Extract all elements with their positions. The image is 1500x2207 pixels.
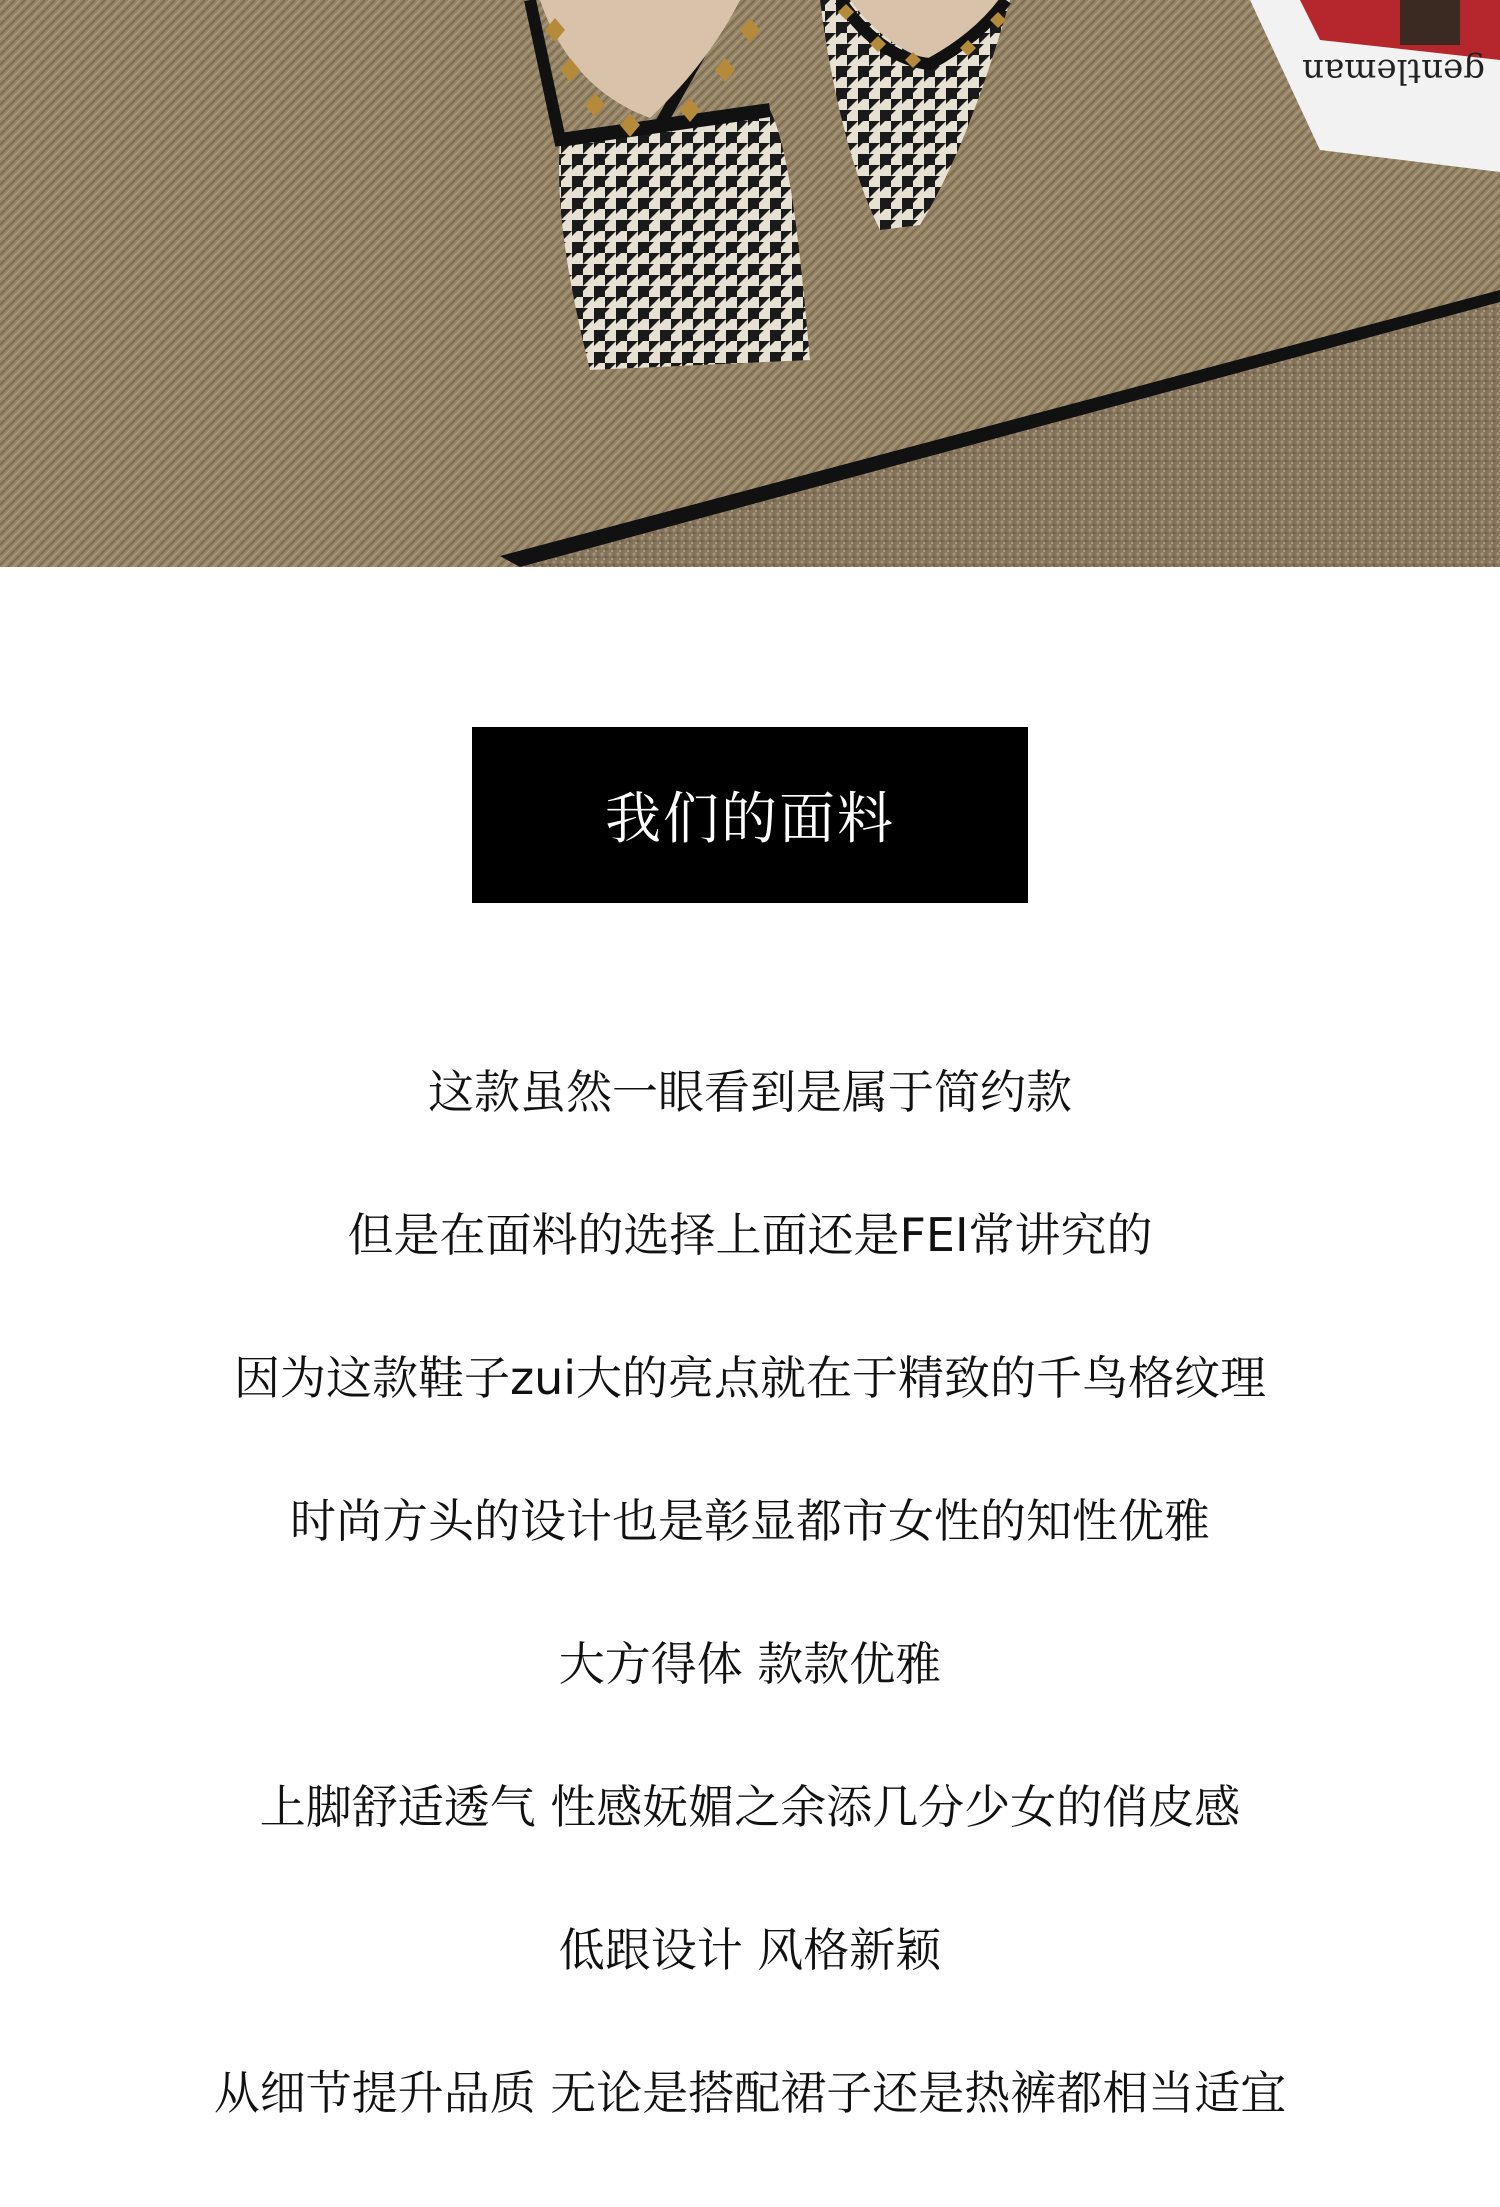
description-line-5: 大方得体 款款优雅 — [558, 1637, 942, 1691]
description-line-7: 低跟设计 风格新颖 — [558, 1923, 942, 1977]
description-line-6: 上脚舒适透气 性感妩媚之余添几分少女的俏皮感 — [259, 1780, 1241, 1834]
section-title-banner — [472, 727, 1028, 903]
description-line-3: 因为这款鞋子zui大的亮点就在于精致的千鸟格纹理 — [233, 1351, 1267, 1405]
description-line-8: 从细节提升品质 无论是搭配裙子还是热裤都相当适宜 — [213, 2066, 1287, 2120]
svg-text:gentleman: gentleman — [1302, 51, 1485, 91]
description-line-1: 这款虽然一眼看到是属于简约款 — [428, 1065, 1072, 1119]
product-photo — [0, 0, 1500, 567]
section-title: 我们的面料 — [605, 787, 895, 852]
description-line-2: 但是在面料的选择上面还是FEI常讲究的 — [347, 1208, 1153, 1262]
description-line-4: 时尚方头的设计也是彰显都市女性的知性优雅 — [290, 1494, 1210, 1548]
